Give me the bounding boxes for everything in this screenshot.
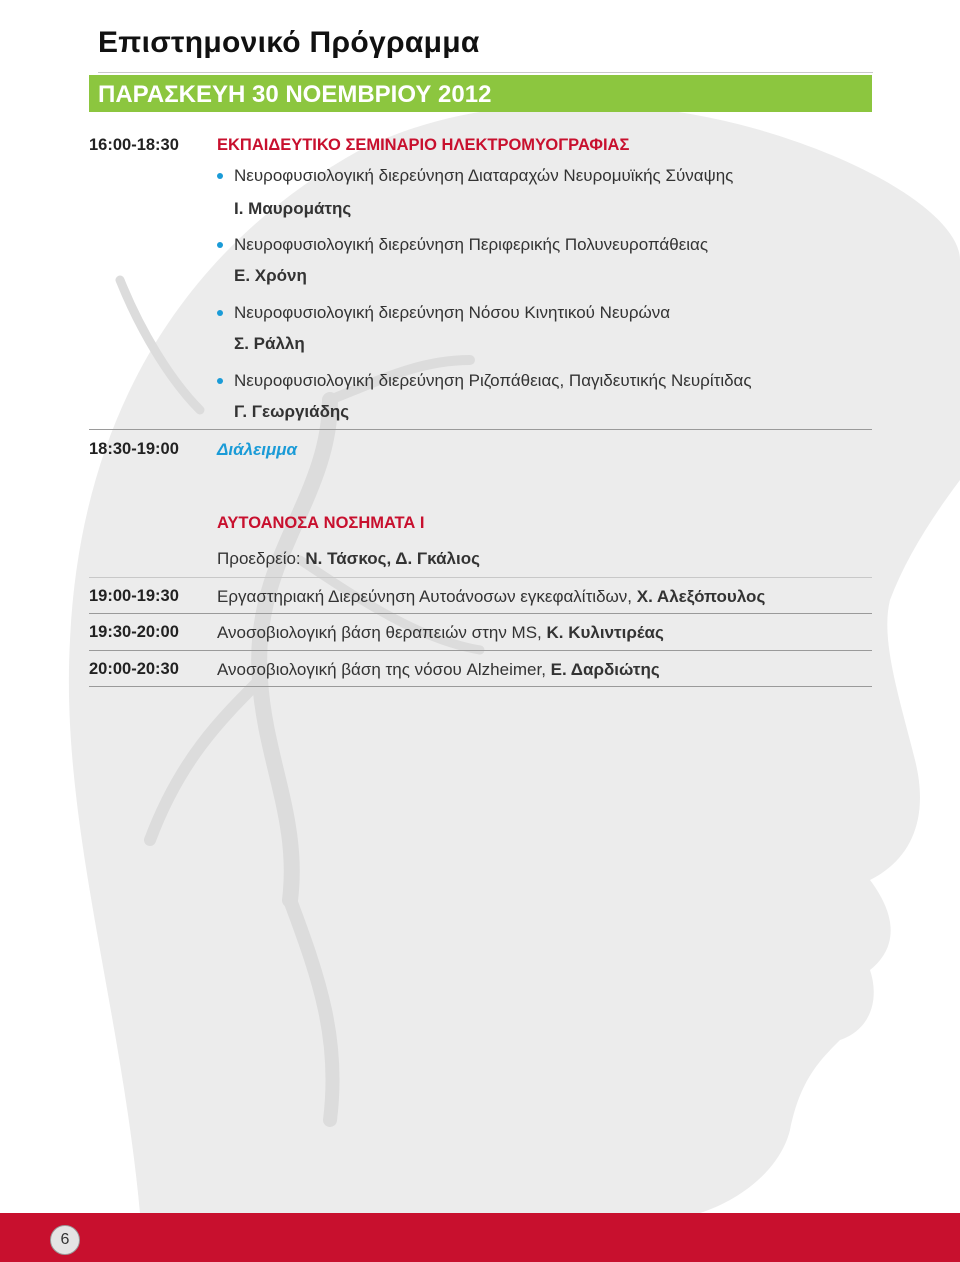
talk-topic: Ανοσοβιολογική βάση θεραπειών στην MS,: [217, 623, 542, 642]
row-divider: [89, 429, 872, 430]
row-divider: [89, 577, 872, 578]
chairs-names: Ν. Τάσκος, Δ. Γκάλιος: [305, 549, 480, 568]
talk-time: 19:00-19:30: [89, 587, 179, 605]
footer-bar: [0, 1213, 960, 1262]
speaker-name: Ι. Μαυρομάτης: [234, 199, 352, 218]
speaker-name: Σ. Ράλλη: [234, 334, 305, 353]
speaker-name: Γ. Γεωργιάδης: [234, 402, 350, 421]
talk-speaker: Κ. Κυλιντιρέας: [546, 623, 664, 642]
talk-topic: Ανοσοβιολογική βάση της νόσου Alzheimer,: [217, 660, 546, 679]
talk-line: [217, 623, 664, 643]
talk-line: [217, 587, 765, 607]
row-divider: [89, 650, 872, 651]
topic-text: Νευροφυσιολογική διερεύνηση Διαταραχών Νευρομυϊκής Σύναψης: [234, 166, 734, 185]
talk-speaker: Χ. Αλεξόπουλος: [636, 587, 766, 606]
topic-text: Νευροφυσιολογική διερεύνηση Περιφερικής Πολυνευροπάθειας: [234, 235, 709, 254]
bullet-icon: [217, 378, 223, 384]
break-label: Διάλειμμα: [217, 440, 298, 459]
date-banner: [89, 75, 872, 112]
row-divider: [89, 686, 872, 687]
talk-speaker: Ε. Δαρδιώτης: [550, 660, 660, 679]
topic-text: Νευροφυσιολογική διερεύνηση Ριζοπάθειας, Παγιδευτικής Νευρίτιδας: [234, 371, 752, 390]
date-banner-text: ΠΑΡΑΣΚΕΥΗ 30 ΝΟΕΜΒΡΙΟΥ 2012: [98, 81, 492, 108]
bullet-icon: [217, 310, 223, 316]
chairs-line: [217, 549, 480, 569]
session-title: ΑΥΤΟΑΝΟΣΑ ΝΟΣΗΜΑΤΑ Ι: [217, 514, 425, 532]
talk-time: 19:30-20:00: [89, 623, 179, 641]
chairs-label: Προεδρείο:: [217, 549, 301, 568]
talk-topic: Εργαστηριακή Διερεύνηση Αυτοάνοσων εγκεφαλίτιδων,: [217, 587, 633, 606]
session-title: ΕΚΠΑΙΔΕΥΤΙΚΟ ΣΕΜΙΝΑΡΙΟ ΗΛΕΚΤΡΟΜΥΟΓΡΑΦΙΑΣ: [217, 136, 630, 154]
speaker-name: Ε. Χρόνη: [234, 266, 307, 285]
page-number: 6: [50, 1225, 80, 1255]
bullet-icon: [217, 242, 223, 248]
row-divider: [89, 613, 872, 614]
page-title: Επιστημονικό Πρόγραμμα: [98, 26, 480, 59]
topic-text: Νευροφυσιολογική διερεύνηση Νόσου Κινητικού Νευρώνα: [234, 303, 671, 322]
break-time: 18:30-19:00: [89, 440, 179, 458]
talk-line: [217, 660, 660, 680]
talk-time: 20:00-20:30: [89, 660, 179, 678]
bullet-icon: [217, 173, 223, 179]
title-divider: [98, 72, 873, 73]
session-time: 16:00-18:30: [89, 136, 179, 154]
